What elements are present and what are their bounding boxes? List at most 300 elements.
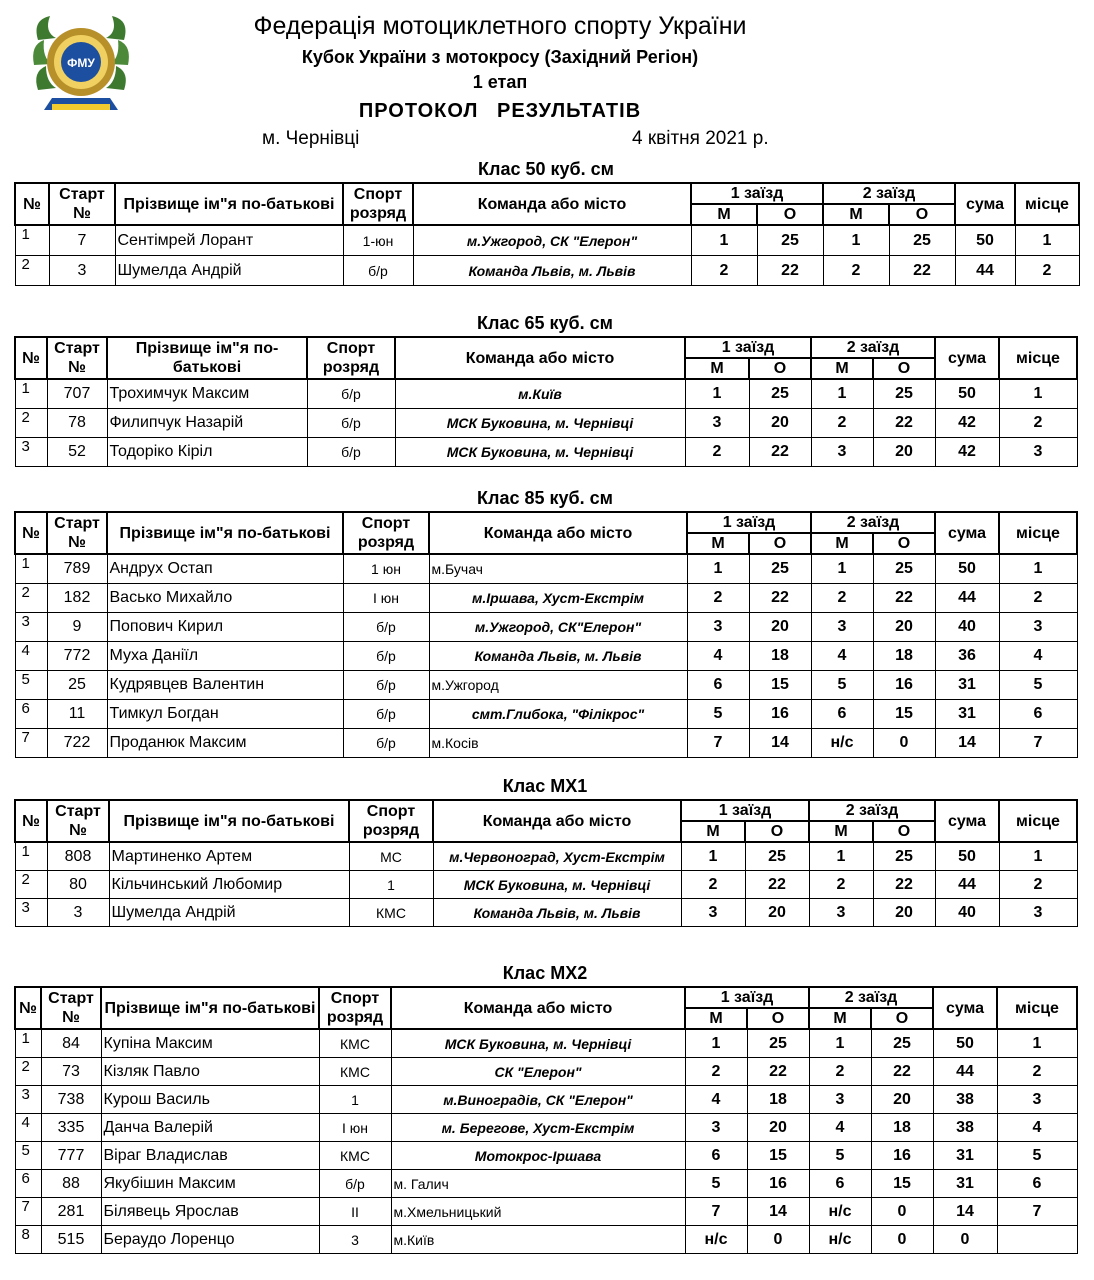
cell-race-2-points: 20	[873, 899, 935, 927]
table-row	[15, 1058, 1077, 1086]
table-row	[15, 1142, 1077, 1170]
cell-place: 2	[997, 1058, 1077, 1086]
cell-name: Курош Василь	[101, 1086, 319, 1114]
table-row	[15, 613, 1077, 642]
cell-race-1-place: 2	[685, 1058, 747, 1086]
cell-start: 722	[47, 729, 107, 758]
cell-start: 777	[41, 1142, 101, 1170]
cell-team: Команда Львів, м. Львів	[433, 899, 681, 927]
cell-num: 6	[15, 1170, 41, 1198]
header-start: Старт №	[47, 800, 109, 842]
cell-place: 3	[997, 1086, 1077, 1114]
cell-race-1-place: 1	[685, 379, 749, 409]
cell-race-2-points: 0	[873, 729, 935, 758]
cell-race-2-place: 5	[809, 1142, 871, 1170]
cell-place: 4	[999, 642, 1077, 671]
cell-rank: КМС	[319, 1058, 391, 1086]
cell-race-1-points: 22	[747, 1058, 809, 1086]
table-row	[15, 871, 1077, 899]
cell-num: 1	[15, 554, 47, 584]
cell-name: Мартиненко Артем	[109, 842, 349, 871]
header-place: місце	[999, 337, 1077, 379]
cell-rank: б/р	[343, 642, 429, 671]
header-team: Команда або місто	[413, 183, 691, 225]
cell-sum: 38	[933, 1086, 997, 1114]
cell-start: 335	[41, 1114, 101, 1142]
cell-race-1-points: 25	[749, 379, 811, 409]
protocol-title: ПРОТОКОЛ РЕЗУЛЬТАТІВ	[358, 100, 642, 122]
cell-name: Сентімрей Лорант	[115, 225, 343, 256]
federation-title: Федерація мотоциклетного спорту України	[253, 12, 747, 40]
cell-race-2-points: 20	[873, 613, 935, 642]
cell-num: 3	[15, 438, 47, 467]
cell-name: Кізляк Павло	[101, 1058, 319, 1086]
cell-race-1-points: 0	[747, 1226, 809, 1254]
cell-start: 789	[47, 554, 107, 584]
cell-start: 3	[47, 899, 109, 927]
cell-race-2-place: н/с	[809, 1226, 871, 1254]
cell-race-2-place: 6	[809, 1170, 871, 1198]
cell-sum: 14	[935, 729, 999, 758]
cell-race-2-points: 25	[873, 379, 935, 409]
results-table	[14, 336, 1078, 467]
cell-race-2-points: 16	[871, 1142, 933, 1170]
cell-name: Тодоріко Кіріл	[107, 438, 307, 467]
cell-sum: 42	[935, 409, 999, 438]
header-rank: Спорт розряд	[349, 800, 433, 842]
cell-place: 1	[1015, 225, 1079, 256]
cell-race-1-points: 16	[749, 700, 811, 729]
header-race-1: 1 заїзд	[685, 987, 809, 1008]
cell-sum: 50	[955, 225, 1015, 256]
header-team: Команда або місто	[429, 512, 687, 554]
cell-sum: 31	[933, 1170, 997, 1198]
cell-rank: б/р	[343, 671, 429, 700]
table-row	[15, 256, 1079, 286]
cell-race-2-place: 3	[811, 613, 873, 642]
cell-race-2-place: 4	[811, 642, 873, 671]
svg-text:ФМУ: ФМУ	[67, 56, 95, 70]
cell-place: 4	[997, 1114, 1077, 1142]
cell-rank: б/р	[343, 613, 429, 642]
table-row	[15, 729, 1077, 758]
cell-race-2-place: н/с	[809, 1198, 871, 1226]
cell-race-2-points: 18	[873, 642, 935, 671]
header-race-2-points: О	[871, 1008, 933, 1029]
cell-race-2-place: 3	[811, 438, 873, 467]
cell-race-2-place: 2	[811, 584, 873, 613]
cell-num: 2	[15, 1058, 41, 1086]
cell-rank: 1	[349, 871, 433, 899]
cell-team: м.Ужгород, СК"Елерон"	[429, 613, 687, 642]
cell-name: Кільчинський Любомир	[109, 871, 349, 899]
table-row	[15, 409, 1077, 438]
cell-place: 1	[999, 554, 1077, 584]
cell-name: Данча Валерій	[101, 1114, 319, 1142]
cell-race-2-place: н/с	[811, 729, 873, 758]
header-start: Старт №	[47, 337, 107, 379]
cell-start: 52	[47, 438, 107, 467]
cell-race-1-points: 20	[749, 613, 811, 642]
header-place: місце	[999, 512, 1077, 554]
cell-rank: ІІ	[319, 1198, 391, 1226]
header-team: Команда або місто	[391, 987, 685, 1029]
cell-start: 11	[47, 700, 107, 729]
header-name: Прізвище ім"я по-батькові	[107, 337, 307, 379]
cell-team: м.Хмельницький	[391, 1198, 685, 1226]
cell-sum: 38	[933, 1114, 997, 1142]
cell-name: Трохимчук Максим	[107, 379, 307, 409]
cell-num: 2	[15, 409, 47, 438]
header-race-2-place: М	[823, 204, 889, 225]
cell-place: 2	[1015, 256, 1079, 286]
table-row	[15, 554, 1077, 584]
cell-rank: І юн	[343, 584, 429, 613]
cell-start: 73	[41, 1058, 101, 1086]
header-race-1: 1 заїзд	[687, 512, 811, 533]
cell-race-2-place: 1	[823, 225, 889, 256]
cell-race-1-place: н/с	[685, 1226, 747, 1254]
cell-race-2-place: 2	[823, 256, 889, 286]
results-section	[14, 310, 1076, 467]
header-num: №	[15, 800, 47, 842]
cell-race-1-points: 20	[747, 1114, 809, 1142]
cell-team: м.Виноградів, СК "Елерон"	[391, 1086, 685, 1114]
header-race-2-place: М	[809, 1008, 871, 1029]
cell-num: 1	[15, 842, 47, 871]
cell-race-1-place: 5	[685, 1170, 747, 1198]
cell-num: 8	[15, 1226, 41, 1254]
cell-team: м. Галич	[391, 1170, 685, 1198]
header-rank: Спорт розряд	[319, 987, 391, 1029]
cell-num: 7	[15, 1198, 41, 1226]
cell-start: 515	[41, 1226, 101, 1254]
header-race-2-points: О	[889, 204, 955, 225]
header-sum: сума	[935, 512, 999, 554]
header-race-1-place: М	[691, 204, 757, 225]
header-sum: сума	[935, 800, 999, 842]
cell-rank: б/р	[307, 379, 395, 409]
cell-place: 6	[999, 700, 1077, 729]
cell-rank: б/р	[343, 700, 429, 729]
cell-race-1-place: 2	[691, 256, 757, 286]
cell-race-2-points: 22	[873, 584, 935, 613]
table-row	[15, 842, 1077, 871]
cell-sum: 40	[935, 899, 999, 927]
cell-race-1-place: 3	[685, 1114, 747, 1142]
cell-team: м.Київ	[395, 379, 685, 409]
cell-num: 2	[15, 871, 47, 899]
event-date: 4 квітня 2021 р.	[632, 128, 769, 149]
cell-sum: 44	[933, 1058, 997, 1086]
cell-num: 7	[15, 729, 47, 758]
cell-race-1-place: 3	[685, 409, 749, 438]
cell-race-2-place: 2	[809, 1058, 871, 1086]
cell-sum: 42	[935, 438, 999, 467]
cell-place: 1	[999, 379, 1077, 409]
cell-team: СК "Елерон"	[391, 1058, 685, 1086]
cell-start: 808	[47, 842, 109, 871]
results-section	[14, 156, 1078, 286]
cell-race-1-place: 6	[687, 671, 749, 700]
table-row	[15, 1170, 1077, 1198]
header-place: місце	[999, 800, 1077, 842]
header-race-2-place: М	[811, 358, 873, 379]
header-race-1-place: М	[687, 533, 749, 554]
class-title: Клас МХ1	[502, 776, 588, 796]
results-table	[14, 986, 1078, 1254]
cell-race-1-place: 1	[687, 554, 749, 584]
cell-team: м. Берегове, Хуст-Екстрім	[391, 1114, 685, 1142]
cell-team: м.Червоноград, Хуст-Екстрім	[433, 842, 681, 871]
cell-rank: КМС	[349, 899, 433, 927]
cell-start: 182	[47, 584, 107, 613]
cell-start: 7	[49, 225, 115, 256]
cell-race-2-points: 15	[873, 700, 935, 729]
cell-place: 6	[997, 1170, 1077, 1198]
header-name: Прізвище ім"я по-батькові	[101, 987, 319, 1029]
header-team: Команда або місто	[395, 337, 685, 379]
cell-team: смт.Глибока, "Філікрос"	[429, 700, 687, 729]
cell-race-1-place: 3	[681, 899, 745, 927]
header-race-1-points: О	[757, 204, 823, 225]
cell-sum: 50	[935, 554, 999, 584]
cell-rank: МС	[349, 842, 433, 871]
header-race-1: 1 заїзд	[681, 800, 809, 821]
cell-place	[997, 1226, 1077, 1254]
header-name: Прізвище ім"я по-батькові	[109, 800, 349, 842]
cell-race-2-place: 3	[809, 1086, 871, 1114]
header-num: №	[15, 987, 41, 1029]
header-race-2-points: О	[873, 821, 935, 842]
cell-num: 5	[15, 1142, 41, 1170]
cell-sum: 36	[935, 642, 999, 671]
cup-title: Кубок України з мотокросу (Західний Регіон)	[301, 47, 699, 67]
header-race-2: 2 заїзд	[823, 183, 955, 204]
cell-name: Проданюк Максим	[107, 729, 343, 758]
header-team: Команда або місто	[433, 800, 681, 842]
cell-race-2-points: 22	[873, 409, 935, 438]
cell-place: 2	[999, 584, 1077, 613]
header-race-1-points: О	[745, 821, 809, 842]
cell-start: 772	[47, 642, 107, 671]
header-num: №	[15, 512, 47, 554]
cell-team: МСК Буковина, м. Чернівці	[395, 409, 685, 438]
cell-race-1-points: 15	[747, 1142, 809, 1170]
cell-place: 7	[997, 1198, 1077, 1226]
cell-sum: 31	[935, 700, 999, 729]
cell-name: Купіна Максим	[101, 1029, 319, 1058]
cell-rank: б/р	[319, 1170, 391, 1198]
cell-race-2-place: 1	[809, 1029, 871, 1058]
cell-race-2-points: 25	[873, 842, 935, 871]
stage-title: 1 етап	[472, 72, 528, 92]
header-race-1-place: М	[685, 358, 749, 379]
cell-sum: 31	[935, 671, 999, 700]
cell-rank: 3	[319, 1226, 391, 1254]
cell-race-1-points: 22	[749, 584, 811, 613]
class-title: Клас 50 куб. см	[478, 159, 614, 179]
cell-race-1-place: 4	[685, 1086, 747, 1114]
table-row	[15, 225, 1079, 256]
table-row	[15, 1226, 1077, 1254]
table-row	[15, 1198, 1077, 1226]
header-sum: сума	[933, 987, 997, 1029]
cell-race-1-points: 22	[757, 256, 823, 286]
cell-race-1-place: 7	[687, 729, 749, 758]
header-rank: Спорт розряд	[343, 512, 429, 554]
header-sum: сума	[955, 183, 1015, 225]
cell-num: 1	[15, 379, 47, 409]
cell-team: МСК Буковина, м. Чернівці	[433, 871, 681, 899]
cell-race-2-points: 15	[871, 1170, 933, 1198]
table-row	[15, 899, 1077, 927]
document-header	[0, 0, 1094, 150]
table-row	[15, 438, 1077, 467]
cell-place: 1	[999, 842, 1077, 871]
cell-team: м.Іршава, Хуст-Екстрім	[429, 584, 687, 613]
cell-race-2-place: 2	[811, 409, 873, 438]
cell-start: 9	[47, 613, 107, 642]
cell-place: 2	[999, 871, 1077, 899]
cell-race-1-place: 7	[685, 1198, 747, 1226]
cell-team: Мотокрос-Іршава	[391, 1142, 685, 1170]
cell-race-1-points: 22	[745, 871, 809, 899]
cell-team: м.Ужгород	[429, 671, 687, 700]
cell-team: м.Ужгород, СК "Елерон"	[413, 225, 691, 256]
header-race-2-points: О	[873, 533, 935, 554]
results-section	[14, 773, 1076, 927]
cell-rank: 1-юн	[343, 225, 413, 256]
cell-race-1-points: 25	[757, 225, 823, 256]
header-race-1: 1 заїзд	[691, 183, 823, 204]
header-place: місце	[997, 987, 1077, 1029]
cell-race-1-place: 2	[681, 871, 745, 899]
header-race-2: 2 заїзд	[811, 337, 935, 358]
cell-place: 3	[999, 899, 1077, 927]
header-race-2: 2 заїзд	[809, 800, 935, 821]
cell-sum: 14	[933, 1198, 997, 1226]
header-race-1-points: О	[747, 1008, 809, 1029]
table-row	[15, 1029, 1077, 1058]
cell-race-2-points: 25	[871, 1029, 933, 1058]
cell-race-1-place: 4	[687, 642, 749, 671]
cell-num: 4	[15, 642, 47, 671]
cell-team: м.Бучач	[429, 554, 687, 584]
cell-race-1-place: 3	[687, 613, 749, 642]
table-row	[15, 1086, 1077, 1114]
cell-start: 78	[47, 409, 107, 438]
cell-name: Кудрявцев Валентин	[107, 671, 343, 700]
cell-rank: І юн	[319, 1114, 391, 1142]
table-row	[15, 671, 1077, 700]
results-section	[14, 960, 1076, 1254]
cell-start: 25	[47, 671, 107, 700]
cell-place: 5	[997, 1142, 1077, 1170]
cell-name: Шумелда Андрій	[109, 899, 349, 927]
header-race-2-place: М	[809, 821, 873, 842]
cell-num: 3	[15, 899, 47, 927]
cell-rank: КМС	[319, 1142, 391, 1170]
results-section	[14, 485, 1076, 758]
cell-start: 88	[41, 1170, 101, 1198]
cell-num: 1	[15, 1029, 41, 1058]
header-race-2: 2 заїзд	[809, 987, 933, 1008]
cell-name: Білявець Ярослав	[101, 1198, 319, 1226]
cell-num: 1	[15, 225, 49, 256]
cell-race-1-points: 15	[749, 671, 811, 700]
cell-race-1-points: 18	[747, 1086, 809, 1114]
cell-race-1-points: 20	[745, 899, 809, 927]
cell-start: 84	[41, 1029, 101, 1058]
cell-race-2-points: 22	[871, 1058, 933, 1086]
event-city: м. Чернівці	[262, 128, 360, 149]
cell-place: 2	[999, 409, 1077, 438]
cell-race-1-points: 18	[749, 642, 811, 671]
cell-rank: б/р	[307, 438, 395, 467]
cell-sum: 40	[935, 613, 999, 642]
cell-race-1-place: 2	[687, 584, 749, 613]
cell-race-1-place: 2	[685, 438, 749, 467]
header-race-1-points: О	[749, 533, 811, 554]
header-race-1-points: О	[749, 358, 811, 379]
cell-sum: 31	[933, 1142, 997, 1170]
header-num: №	[15, 337, 47, 379]
cell-start: 3	[49, 256, 115, 286]
table-row	[15, 584, 1077, 613]
header-rank: Спорт розряд	[307, 337, 395, 379]
header-name: Прізвище ім"я по-батькові	[107, 512, 343, 554]
cell-race-2-place: 1	[811, 554, 873, 584]
cell-name: Андрух Остап	[107, 554, 343, 584]
cell-sum: 44	[935, 584, 999, 613]
cell-race-2-place: 1	[811, 379, 873, 409]
cell-race-1-points: 22	[749, 438, 811, 467]
header-name: Прізвище ім"я по-батькові	[115, 183, 343, 225]
cell-rank: 1 юн	[343, 554, 429, 584]
cell-start: 738	[41, 1086, 101, 1114]
header-sum: сума	[935, 337, 999, 379]
cell-num: 2	[15, 256, 49, 286]
cell-team: м.Косів	[429, 729, 687, 758]
cell-race-2-place: 4	[809, 1114, 871, 1142]
cell-rank: 1	[319, 1086, 391, 1114]
table-row	[15, 379, 1077, 409]
cell-race-2-place: 2	[809, 871, 873, 899]
cell-sum: 50	[935, 842, 999, 871]
cell-race-2-points: 0	[871, 1226, 933, 1254]
cell-start: 80	[47, 871, 109, 899]
results-table	[14, 182, 1080, 286]
header-start: Старт №	[49, 183, 115, 225]
cell-team: Команда Львів, м. Львів	[413, 256, 691, 286]
cell-rank: б/р	[307, 409, 395, 438]
header-race-1-place: М	[685, 1008, 747, 1029]
cell-race-2-points: 25	[889, 225, 955, 256]
cell-team: МСК Буковина, м. Чернівці	[391, 1029, 685, 1058]
cell-num: 3	[15, 613, 47, 642]
cell-race-2-points: 16	[873, 671, 935, 700]
cell-race-2-place: 3	[809, 899, 873, 927]
header-race-1-place: М	[681, 821, 745, 842]
table-row	[15, 700, 1077, 729]
cell-num: 3	[15, 1086, 41, 1114]
cell-name: Филипчук Назарій	[107, 409, 307, 438]
cell-num: 4	[15, 1114, 41, 1142]
header-rank: Спорт розряд	[343, 183, 413, 225]
cell-name: Віраг Владислав	[101, 1142, 319, 1170]
cell-num: 2	[15, 584, 47, 613]
